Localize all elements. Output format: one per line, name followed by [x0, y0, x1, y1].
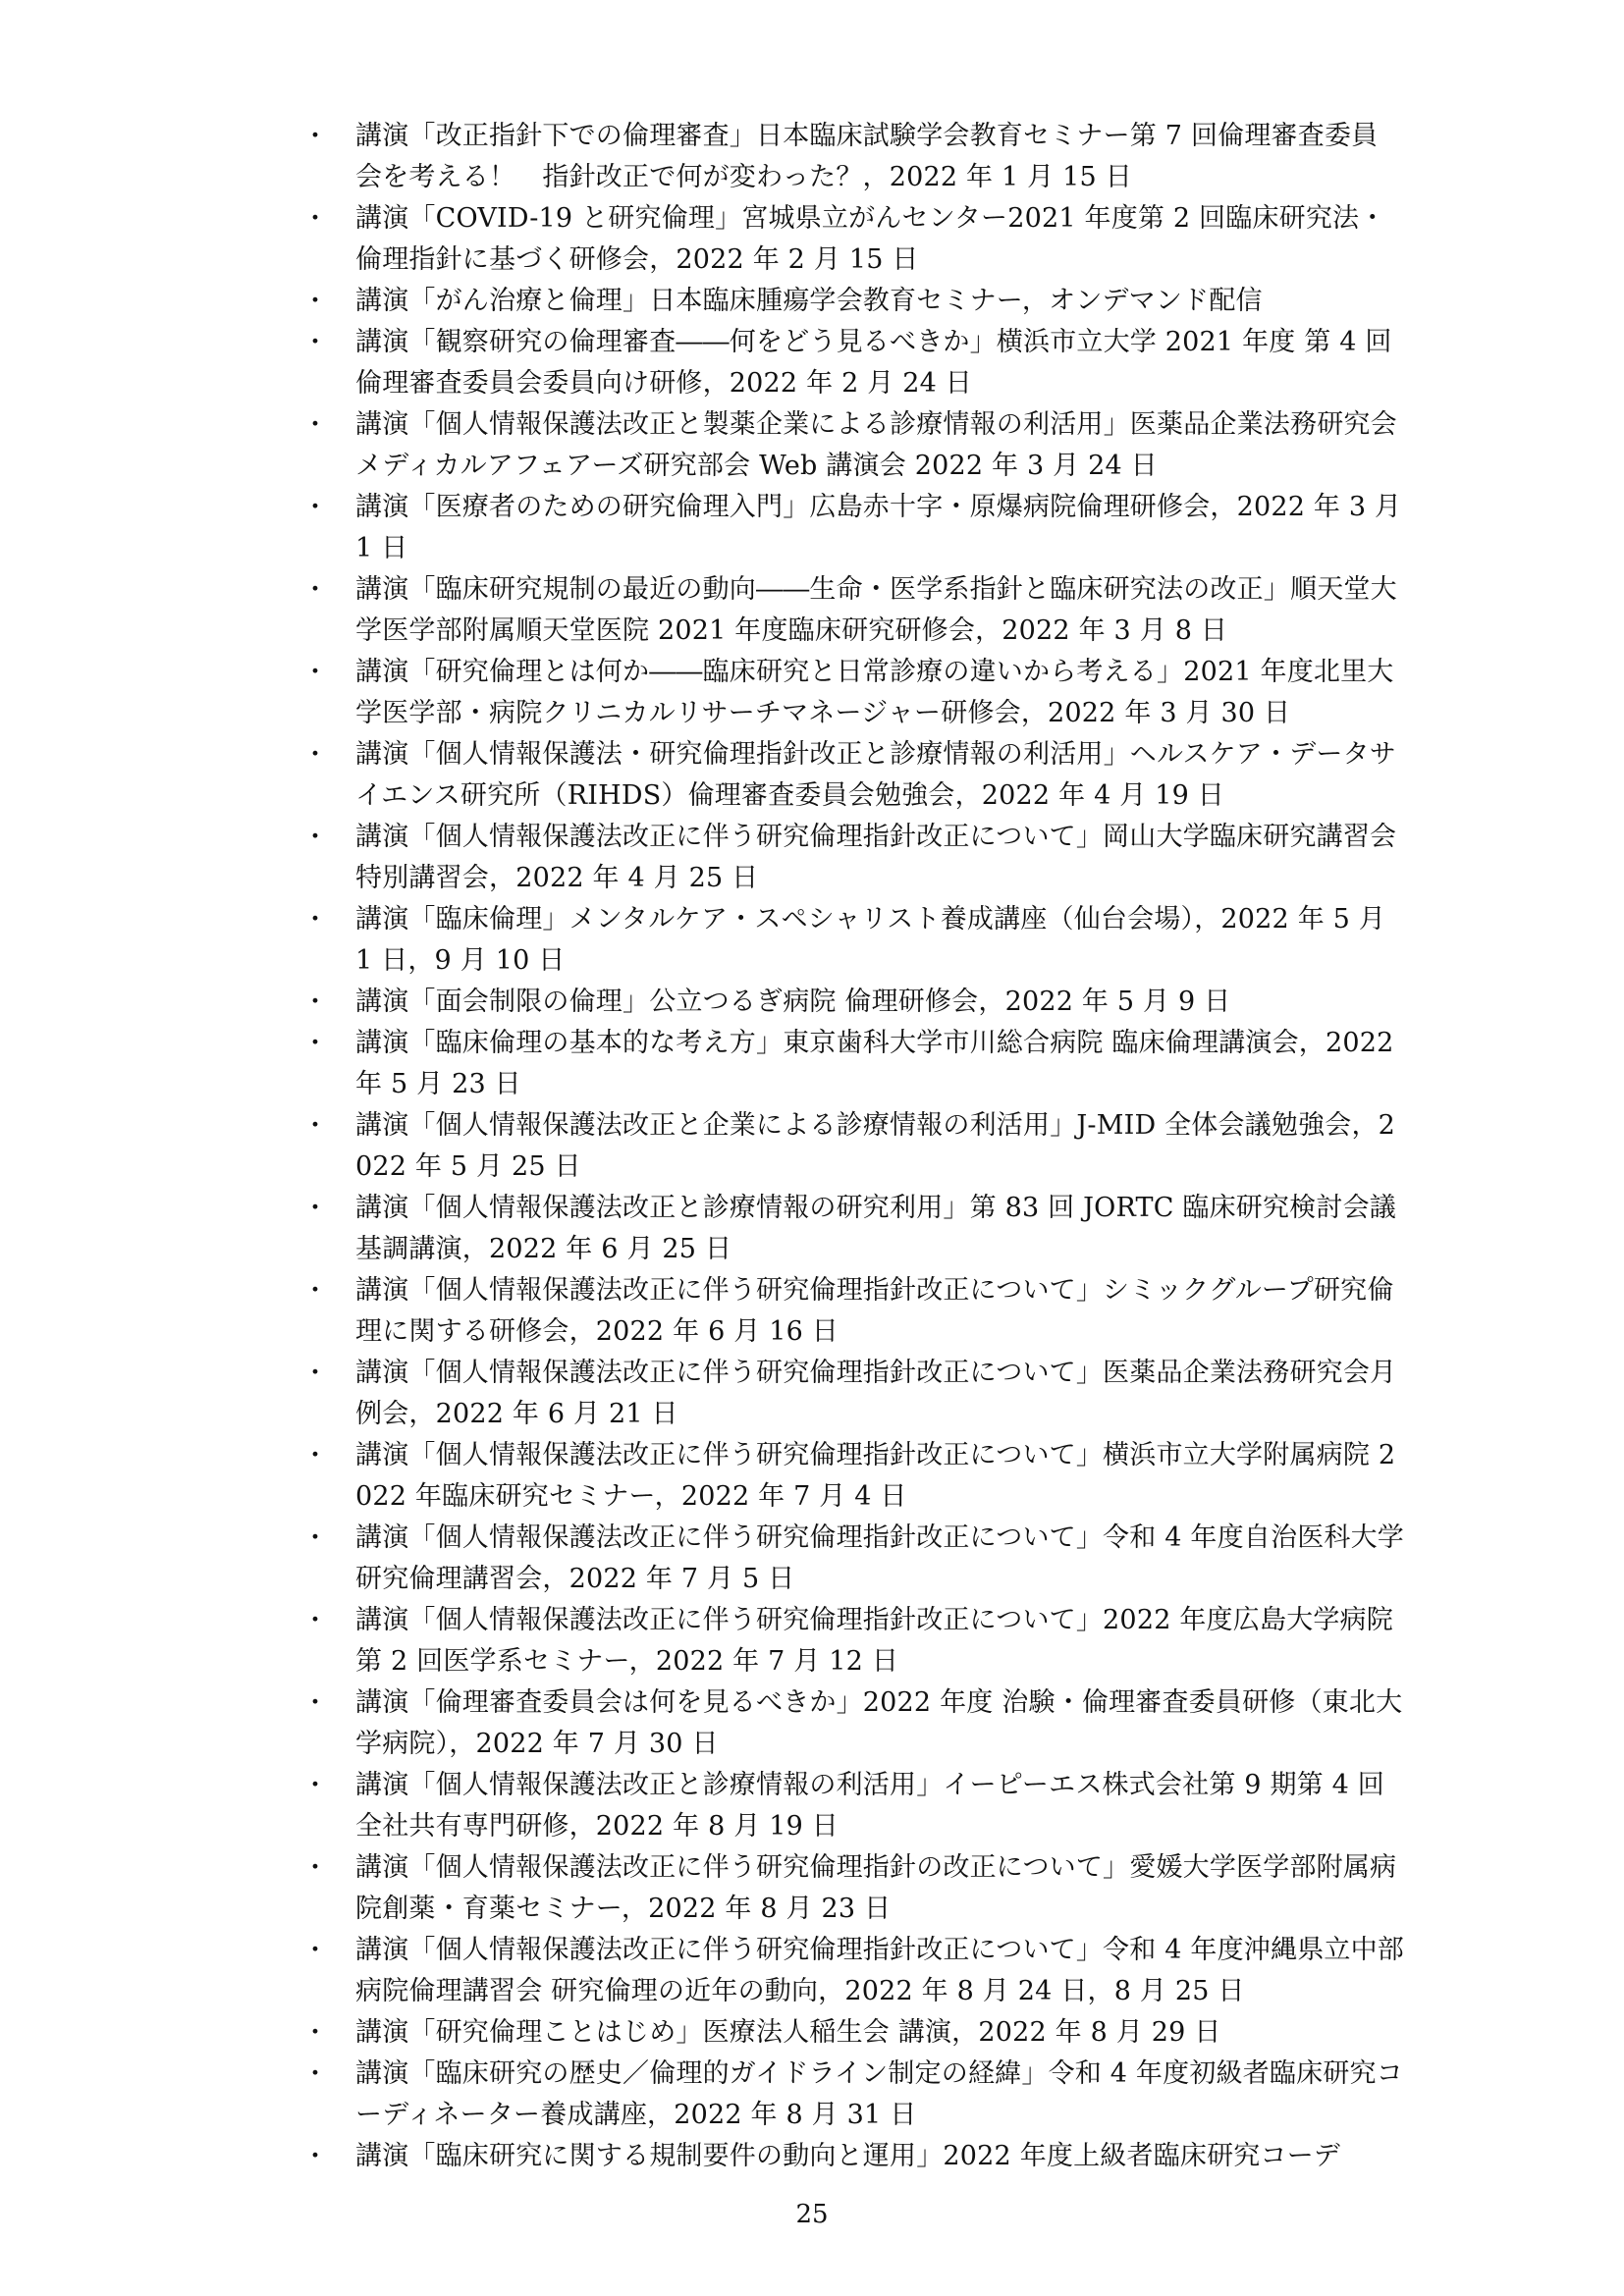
list-item-text: 講演「臨床研究規制の最近の動向――生命・医学系指針と臨床研究法の改正」順天堂大学医学部附属順天堂医院 2021 年度臨床研究研修会，2022 年 3 月 8 日	[355, 574, 1397, 646]
bullet-icon: ・	[302, 1606, 329, 1635]
list-item	[295, 1847, 1404, 1930]
page-content	[295, 116, 1404, 2177]
list-item	[295, 569, 1404, 652]
bullet-icon: ・	[302, 1194, 329, 1223]
list-item-text: 講演「個人情報保護法改正に伴う研究倫理指針改正について」令和 4 年度沖縄県立中部病院倫理講習会 研究倫理の近年の動向，2022 年 8 月 24 日，8 月 25 日	[355, 1935, 1405, 2006]
list-item-text: 講演「個人情報保護法改正に伴う研究倫理指針改正について」2022 年度広島大学病院第 2 回医学系セミナー，2022 年 7 月 12 日	[355, 1605, 1393, 1677]
bullet-icon: ・	[302, 823, 329, 852]
list-item	[295, 1188, 1404, 1270]
list-item	[295, 652, 1404, 734]
list-item-text: 講演「倫理審査委員会は何を見るべきか」2022 年度 治験・倫理審査委員研修（東北大学病院），2022 年 7 月 30 日	[355, 1687, 1403, 1759]
list-item	[295, 1600, 1404, 1682]
list-item	[295, 487, 1404, 569]
bullet-icon: ・	[302, 1936, 329, 1965]
bullet-icon: ・	[302, 1359, 329, 1388]
list-item-text: 講演「個人情報保護法改正に伴う研究倫理指針改正について」医薬品企業法務研究会月例会，2022 年 6 月 21 日	[355, 1358, 1397, 1429]
list-item-text: 講演「医療者のための研究倫理入門」広島赤十字・原爆病院倫理研修会，2022 年 3 月 1 日	[355, 492, 1402, 563]
list-item-text: 講演「観察研究の倫理審査――何をどう見るべきか」横浜市立大学 2021 年度 第 4 回 倫理審査委員会委員向け研修，2022 年 2 月 24 日	[355, 327, 1392, 399]
bullet-icon: ・	[302, 575, 329, 605]
list-item-text: 講演「個人情報保護法改正に伴う研究倫理指針改正について」岡山大学臨床研究講習会特別講習会，2022 年 4 月 25 日	[355, 822, 1397, 893]
list-item	[295, 899, 1404, 982]
list-item	[295, 404, 1404, 487]
list-item-text: 講演「研究倫理ことはじめ」医療法人稲生会 講演，2022 年 8 月 29 日	[355, 2017, 1221, 2048]
bullet-icon: ・	[302, 122, 329, 151]
list-item	[295, 1270, 1404, 1353]
list-item	[295, 198, 1404, 281]
list-item-text: 講演「臨床倫理」メンタルケア・スペシャリスト養成講座（仙台会場），2022 年 5 月 1 日，9 月 10 日	[355, 904, 1386, 976]
list-item-text: 講演「臨床研究に関する規制要件の動向と運用」2022 年度上級者臨床研究コーデ	[355, 2141, 1341, 2171]
list-item-text: 講演「臨床研究の歴史／倫理的ガイドライン制定の経緯」令和 4 年度初級者臨床研究コーディネーター養成講座，2022 年 8 月 31 日	[355, 2058, 1403, 2130]
list-item-text: 講演「がん治療と倫理」日本臨床腫瘍学会教育セミナー，オンデマンド配信	[355, 286, 1263, 316]
list-item	[295, 1930, 1404, 2012]
list-item-text: 講演「個人情報保護法改正と診療情報の研究利用」第 83 回 JORTC 臨床研究検討会議 基調講演，2022 年 6 月 25 日	[355, 1193, 1396, 1264]
bullet-icon: ・	[302, 1688, 329, 1718]
list-item-text: 講演「個人情報保護法改正と企業による診療情報の利活用」J-MID 全体会議勉強会，2022 年 5 月 25 日	[355, 1110, 1396, 1182]
bullet-icon: ・	[302, 2059, 329, 2089]
list-item-text: 講演「個人情報保護法改正に伴う研究倫理指針の改正について」愛媛大学医学部附属病院創薬・育薬セミナー，2022 年 8 月 23 日	[355, 1852, 1397, 1924]
list-item	[295, 1435, 1404, 1518]
list-item-text: 講演「面会制限の倫理」公立つるぎ病院 倫理研修会，2022 年 5 月 9 日	[355, 987, 1231, 1017]
list-item	[295, 817, 1404, 899]
bullet-icon: ・	[302, 493, 329, 522]
page-number: 25	[795, 2200, 829, 2229]
bullet-icon: ・	[302, 1111, 329, 1141]
list-item-text: 講演「臨床倫理の基本的な考え方」東京歯科大学市川総合病院 臨床倫理講演会，2022 年 5 月 23 日	[355, 1028, 1394, 1099]
list-item	[295, 1353, 1404, 1435]
bullet-icon: ・	[302, 328, 329, 357]
bullet-icon: ・	[302, 1853, 329, 1883]
bullet-icon: ・	[302, 1523, 329, 1553]
list-item	[295, 116, 1404, 198]
list-item	[295, 322, 1404, 404]
list-item-text: 講演「個人情報保護法改正と製薬企業による診療情報の利活用」医薬品企業法務研究会メディカルアフェアーズ研究部会 Web 講演会 2022 年 3 月 24 日	[355, 409, 1397, 481]
bullet-icon: ・	[302, 1276, 329, 1306]
list-item-text: 講演「個人情報保護法・研究倫理指針改正と診療情報の利活用」ヘルスケア・データサイエンス研究所（RIHDS）倫理審査委員会勉強会，2022 年 4 月 19 日	[355, 739, 1396, 811]
list-item	[295, 734, 1404, 817]
bullet-icon: ・	[302, 410, 329, 440]
list-item-text: 講演「個人情報保護法改正に伴う研究倫理指針改正について」横浜市立大学附属病院 2022 年臨床研究セミナー，2022 年 7 月 4 日	[355, 1440, 1396, 1512]
bullet-icon: ・	[302, 988, 329, 1017]
list-item	[295, 1518, 1404, 1600]
list-item-text: 講演「個人情報保護法改正と診療情報の利活用」イーピーエス株式会社第 9 期第 4 回全社共有専門研修，2022 年 8 月 19 日	[355, 1770, 1385, 1842]
list-item	[295, 1765, 1404, 1847]
list-item	[295, 2054, 1404, 2136]
bullet-icon: ・	[302, 658, 329, 687]
list-item-text: 講演「研究倫理とは何か――臨床研究と日常診療の違いから考える」2021 年度北里大学医学部・病院クリニカルリサーチマネージャー研修会，2022 年 3 月 30 日	[355, 657, 1394, 728]
bullet-icon: ・	[302, 1029, 329, 1058]
bullet-icon: ・	[302, 2018, 329, 2048]
bullet-icon: ・	[302, 1771, 329, 1800]
list-item	[295, 982, 1404, 1023]
list-item-text: 講演「個人情報保護法改正に伴う研究倫理指針改正について」シミックグループ研究倫理に関する研修会，2022 年 6 月 16 日	[355, 1275, 1394, 1347]
bullet-icon: ・	[302, 2142, 329, 2171]
list-item-text: 講演「COVID-19 と研究倫理」宮城県立がんセンター2021 年度第 2 回臨床研究法・倫理指針に基づく研修会，2022 年 2 月 15 日	[355, 203, 1386, 275]
bullet-icon: ・	[302, 204, 329, 234]
list-item	[295, 2012, 1404, 2054]
bullet-icon: ・	[302, 1441, 329, 1470]
list-item-text: 講演「改正指針下での倫理審査」日本臨床試験学会教育セミナー第 7 回倫理審査委員会を考える！ 指針改正で何が変わった？，2022 年 1 月 15 日	[355, 121, 1379, 192]
list-item	[295, 1023, 1404, 1105]
list-item	[295, 281, 1404, 322]
list-item	[295, 1105, 1404, 1188]
list-item-text: 講演「個人情報保護法改正に伴う研究倫理指針改正について」令和 4 年度自治医科大学研究倫理講習会，2022 年 7 月 5 日	[355, 1522, 1405, 1594]
list-item	[295, 1682, 1404, 1765]
list-item	[295, 2136, 1404, 2177]
lecture-list	[295, 116, 1404, 2177]
bullet-icon: ・	[302, 287, 329, 316]
bullet-icon: ・	[302, 905, 329, 934]
bullet-icon: ・	[302, 740, 329, 770]
